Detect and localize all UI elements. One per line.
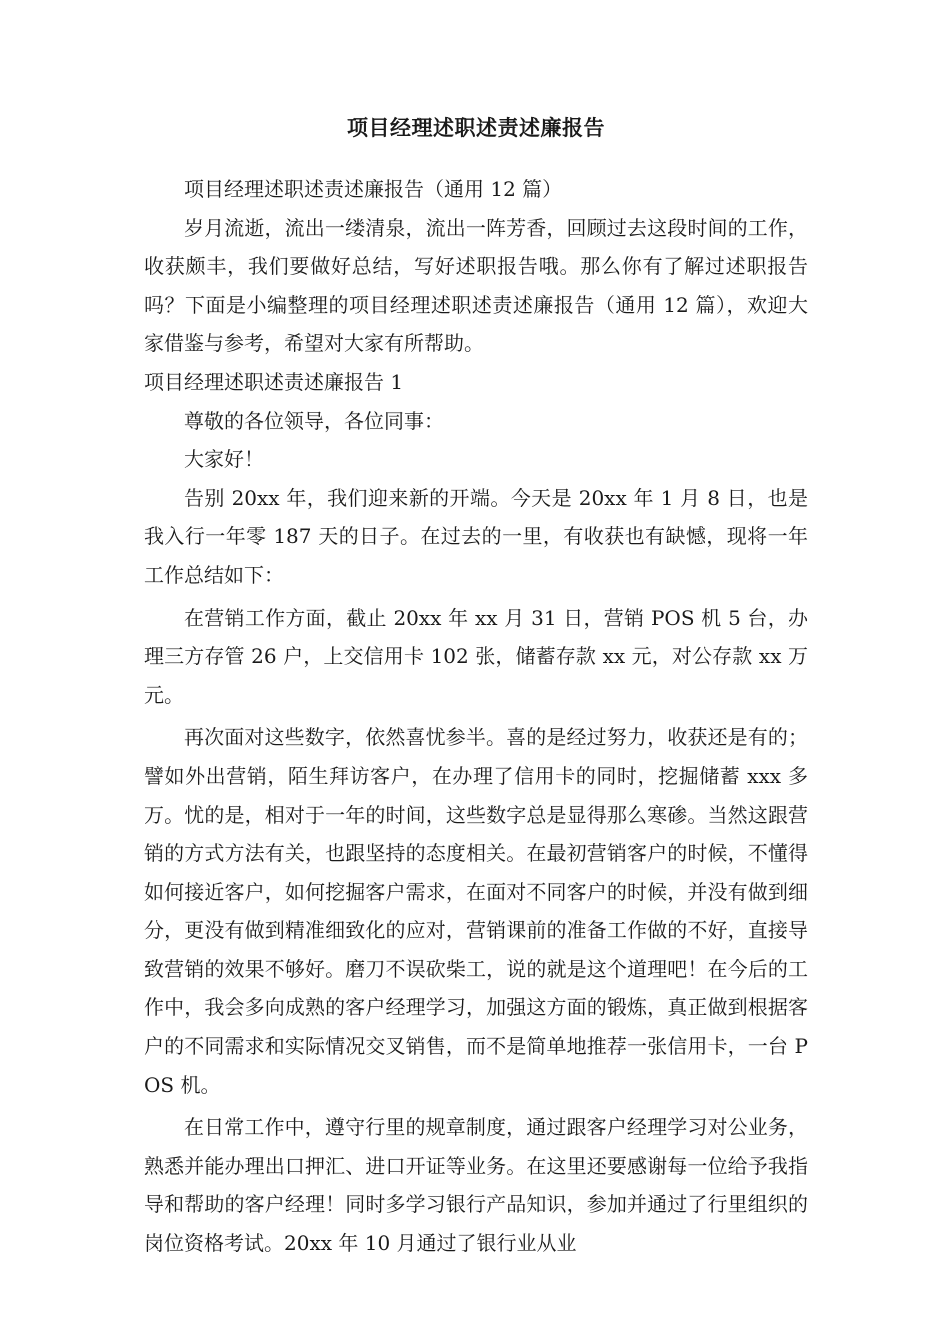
document-title: 项目经理述职述责述廉报告: [347, 115, 605, 140]
intro-paragraph: 岁月流逝，流出一缕清泉，流出一阵芳香，回顾过去这段时间的工作，收获颇丰，我们要做好总结，写好述职报告哦。那么你有了解过述职报告吗？下面是小编整理的项目经理述职述责述廉报告（通用 12 篇），欢迎大家借鉴与参考，希望对大家有所帮助。: [144, 215, 808, 356]
greeting-paragraph: 大家好！: [184, 447, 264, 472]
subtitle-paragraph: 项目经理述职述责述廉报告（通用 12 篇）: [184, 177, 563, 201]
body-paragraph: 告别 20xx 年，我们迎来新的开端。今天是 20xx 年 1 月 8 日，也是我入行一年零 187 天的日子。在过去的一里，有收获也有缺憾，现将一年工作总结如下：: [144, 485, 808, 587]
body-paragraph: 再次面对这些数字，依然喜忧参半。喜的是经过努力，收获还是有的；譬如外出营销，陌生拜访客户，在办理了信用卡的同时，挖掘储蓄 xxx 多万。忧的是，相对于一年的时间，这些数字总是显得那么寒碜。当然这跟营销的方式方法有关，也跟坚持的态度相关。在最初营销客户的时候，不懂得如何接近客户，如何挖掘客户需求，在面对不同客户的时候，并没有做到细分，更没有做到精准细致化的应对，营销课前的准备工作做的不好，直接导致营销的效果不够好。磨刀不误砍柴工，说的就是这个道理吧！在今后的工作中，我会多向成熟的客户经理学习，加强这方面的锻炼，真正做到根据客户的不同需求和实际情况交叉销售，而不是简单地推荐一张信用卡，一台 POS 机。: [144, 725, 808, 1097]
body-paragraph: 在日常工作中，遵守行里的规章制度，通过跟客户经理学习对公业务，熟悉并能办理出口押汇、进口开证等业务。在这里还要感谢每一位给予我指导和帮助的客户经理！同时多学习银行产品知识，参加并通过了行里组织的岗位资格考试。20xx 年 10 月通过了银行业从业: [144, 1115, 808, 1256]
document-page: [144, 108, 808, 1263]
section-heading: 项目经理述职述责述廉报告 1: [144, 369, 404, 394]
body-paragraph: 在营销工作方面，截止 20xx 年 xx 月 31 日，营销 POS 机 5 台，办理三方存管 26 户，上交信用卡 102 张，储蓄存款 xx 元，对公存款 xx 万元。: [144, 605, 808, 707]
salutation-paragraph: 尊敬的各位领导，各位同事：: [184, 408, 444, 433]
